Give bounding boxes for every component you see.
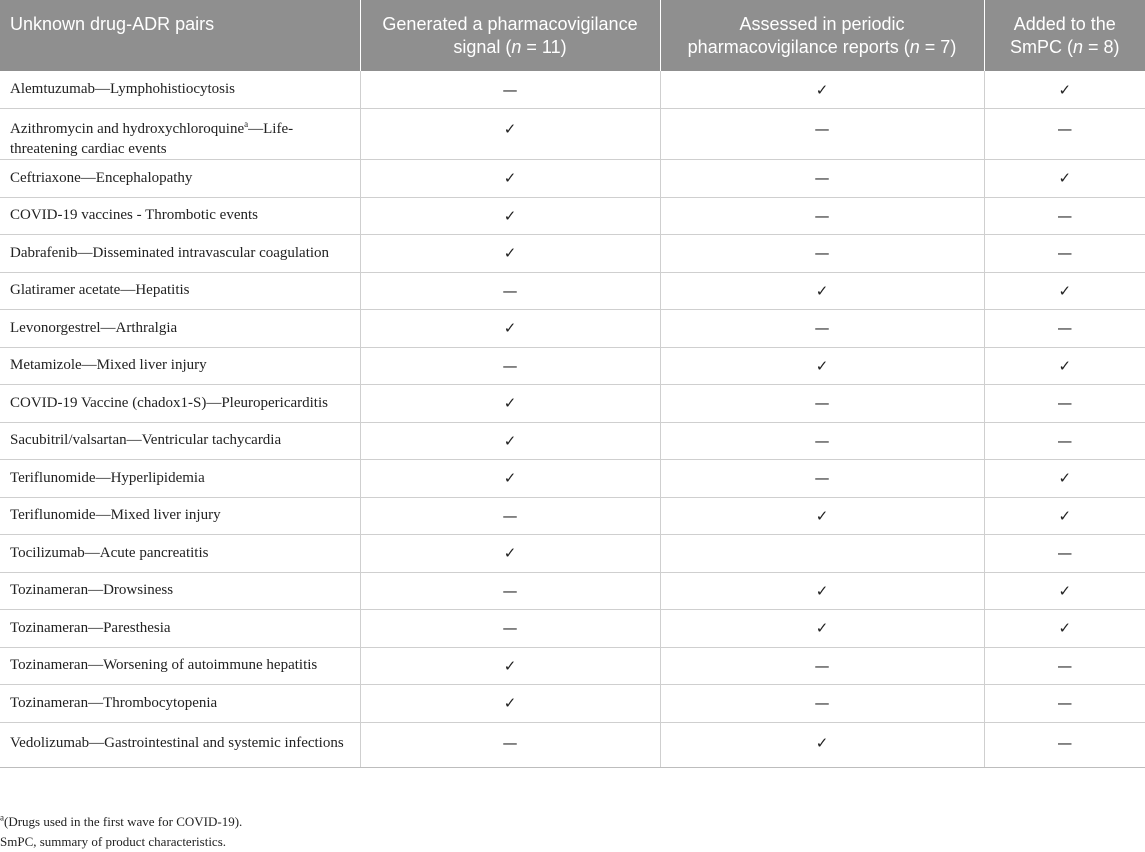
smpc-cell: — bbox=[984, 235, 1145, 273]
drug-adr-pair: Metamizole—Mixed liver injury bbox=[0, 347, 360, 385]
smpc-cell: — bbox=[984, 197, 1145, 235]
drug-adr-pair: Tozinameran—Paresthesia bbox=[0, 610, 360, 648]
smpc-cell: — bbox=[984, 535, 1145, 573]
periodic-cell: ✓ bbox=[660, 71, 984, 109]
signal-cell: ✓ bbox=[360, 310, 660, 348]
periodic-cell: ✓ bbox=[660, 347, 984, 385]
periodic-cell: — bbox=[660, 385, 984, 423]
smpc-cell: — bbox=[984, 385, 1145, 423]
signal-cell: ✓ bbox=[360, 535, 660, 573]
signal-cell: ✓ bbox=[360, 385, 660, 423]
smpc-cell: ✓ bbox=[984, 160, 1145, 198]
signal-cell: ✓ bbox=[360, 685, 660, 723]
drug-adr-pair: Sacubitril/valsartan—Ventricular tachycardia bbox=[0, 422, 360, 460]
header-periodic bbox=[660, 0, 984, 71]
table-row bbox=[0, 197, 1145, 235]
periodic-cell: — bbox=[660, 422, 984, 460]
table-row bbox=[0, 610, 1145, 648]
periodic-cell bbox=[660, 535, 984, 573]
periodic-cell: ✓ bbox=[660, 572, 984, 610]
smpc-cell: — bbox=[984, 685, 1145, 723]
header-signal bbox=[360, 0, 660, 71]
drug-adr-pair: Ceftriaxone—Encephalopathy bbox=[0, 160, 360, 198]
header-smpc-n: n bbox=[1072, 37, 1083, 57]
signal-cell: ✓ bbox=[360, 109, 660, 160]
signal-cell: — bbox=[360, 71, 660, 109]
drug-adr-pair: Tocilizumab—Acute pancreatitis bbox=[0, 535, 360, 573]
table-header bbox=[0, 0, 1145, 71]
drug-adr-pair: Alemtuzumab—Lymphohistiocytosis bbox=[0, 71, 360, 109]
table-row bbox=[0, 572, 1145, 610]
drug-adr-pair: COVID-19 vaccines - Thrombotic events bbox=[0, 197, 360, 235]
drug-adr-pair: Levonorgestrel—Arthralgia bbox=[0, 310, 360, 348]
signal-cell: ✓ bbox=[360, 647, 660, 685]
signal-cell: — bbox=[360, 497, 660, 535]
smpc-cell: — bbox=[984, 422, 1145, 460]
periodic-cell: — bbox=[660, 310, 984, 348]
smpc-cell: ✓ bbox=[984, 347, 1145, 385]
signal-cell: — bbox=[360, 610, 660, 648]
periodic-cell: — bbox=[660, 197, 984, 235]
pair-text: —Life-threatening cardiac events bbox=[10, 121, 294, 157]
table-row bbox=[0, 272, 1145, 310]
header-periodic-n: n bbox=[909, 37, 920, 57]
drug-adr-pair: Tozinameran—Worsening of autoimmune hepatitis bbox=[0, 647, 360, 685]
signal-cell: ✓ bbox=[360, 160, 660, 198]
periodic-cell: ✓ bbox=[660, 610, 984, 648]
table-row bbox=[0, 109, 1145, 160]
drug-adr-pair: Vedolizumab—Gastrointestinal and systemic infections bbox=[0, 722, 360, 767]
drug-adr-pair: Dabrafenib—Disseminated intravascular coagulation bbox=[0, 235, 360, 273]
smpc-cell: — bbox=[984, 310, 1145, 348]
periodic-cell: ✓ bbox=[660, 722, 984, 767]
smpc-cell: ✓ bbox=[984, 71, 1145, 109]
table-row bbox=[0, 347, 1145, 385]
table-row bbox=[0, 310, 1145, 348]
table-row bbox=[0, 422, 1145, 460]
drug-adr-pair: Teriflunomide—Hyperlipidemia bbox=[0, 460, 360, 498]
drug-adr-pair: Glatiramer acetate—Hepatitis bbox=[0, 272, 360, 310]
periodic-cell: — bbox=[660, 647, 984, 685]
table-footnotes bbox=[0, 812, 242, 852]
drug-adr-pair: Tozinameran—Drowsiness bbox=[0, 572, 360, 610]
signal-cell: — bbox=[360, 347, 660, 385]
periodic-cell: — bbox=[660, 109, 984, 160]
periodic-cell: ✓ bbox=[660, 272, 984, 310]
table-row bbox=[0, 71, 1145, 109]
header-smpc-line2: SmPC ( bbox=[1009, 37, 1073, 57]
table-row bbox=[0, 460, 1145, 498]
header-smpc-line1: Added to the bbox=[1013, 14, 1116, 34]
smpc-cell: ✓ bbox=[984, 497, 1145, 535]
footnote-abbreviation: SmPC, summary of product characteristics. bbox=[0, 834, 227, 849]
smpc-cell: — bbox=[984, 109, 1145, 160]
footnote-a-text: (Drugs used in the first wave for COVID-19). bbox=[4, 814, 243, 829]
footnote-a bbox=[0, 812, 242, 832]
signal-cell: — bbox=[360, 722, 660, 767]
drug-adr-pair bbox=[0, 109, 360, 160]
drug-adr-pair: Teriflunomide—Mixed liver injury bbox=[0, 497, 360, 535]
header-signal-n: n bbox=[511, 37, 522, 57]
header-signal-count: = 11) bbox=[521, 37, 567, 57]
signal-cell: — bbox=[360, 272, 660, 310]
smpc-cell: ✓ bbox=[984, 610, 1145, 648]
header-signal-line1: Generated a pharmacovigilance bbox=[382, 14, 638, 34]
header-smpc-count: = 8) bbox=[1082, 37, 1120, 57]
table-row bbox=[0, 722, 1145, 767]
table-row bbox=[0, 685, 1145, 723]
drug-adr-pair: COVID-19 Vaccine (chadox1-S)—Pleuropericarditis bbox=[0, 385, 360, 423]
smpc-cell: ✓ bbox=[984, 572, 1145, 610]
header-drug-adr-pairs: Unknown drug-ADR pairs bbox=[0, 0, 360, 71]
smpc-cell: — bbox=[984, 722, 1145, 767]
header-periodic-line1: Assessed in periodic bbox=[739, 14, 905, 34]
drug-adr-pair: Tozinameran—Thrombocytopenia bbox=[0, 685, 360, 723]
header-periodic-count: = 7) bbox=[919, 37, 957, 57]
table-row bbox=[0, 160, 1145, 198]
signal-cell: ✓ bbox=[360, 235, 660, 273]
signal-cell: ✓ bbox=[360, 197, 660, 235]
table-row bbox=[0, 497, 1145, 535]
table-row bbox=[0, 535, 1145, 573]
table-body bbox=[0, 71, 1145, 767]
table-row bbox=[0, 385, 1145, 423]
table-row bbox=[0, 235, 1145, 273]
smpc-cell: — bbox=[984, 647, 1145, 685]
signal-cell: ✓ bbox=[360, 460, 660, 498]
table-row bbox=[0, 647, 1145, 685]
pair-text: Azithromycin and hydroxychloroquine bbox=[10, 121, 245, 137]
header-periodic-line2: pharmacovigilance reports ( bbox=[687, 37, 910, 57]
periodic-cell: — bbox=[660, 685, 984, 723]
header-smpc bbox=[984, 0, 1145, 71]
periodic-cell: — bbox=[660, 235, 984, 273]
footnote-marker: a bbox=[0, 812, 4, 823]
smpc-cell: ✓ bbox=[984, 272, 1145, 310]
signal-cell: — bbox=[360, 572, 660, 610]
footnote-marker: a bbox=[244, 119, 249, 129]
periodic-cell: ✓ bbox=[660, 497, 984, 535]
smpc-cell: ✓ bbox=[984, 460, 1145, 498]
periodic-cell: — bbox=[660, 460, 984, 498]
header-signal-line2: signal ( bbox=[453, 37, 512, 57]
signal-cell: ✓ bbox=[360, 422, 660, 460]
periodic-cell: — bbox=[660, 160, 984, 198]
